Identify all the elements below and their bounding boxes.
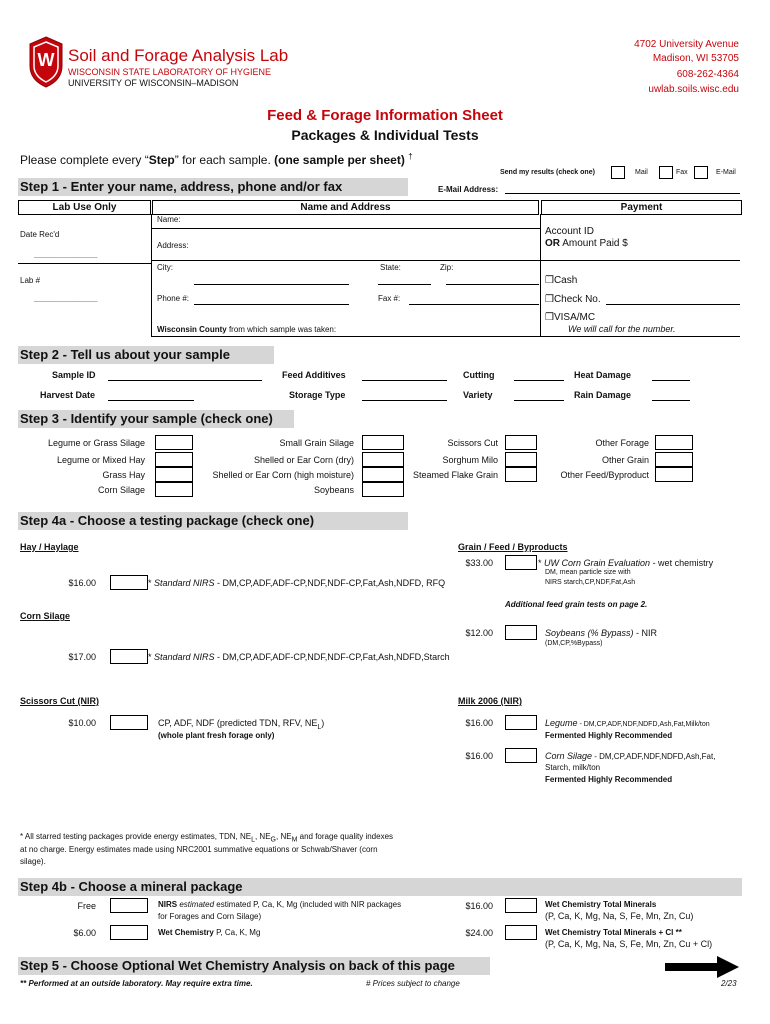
storage-type-field[interactable]: [362, 400, 447, 401]
sample-type-label: Scissors Cut: [447, 438, 498, 448]
sample-type-label: Shelled or Ear Corn (dry): [253, 455, 354, 465]
state-label: State:: [380, 263, 401, 272]
harvest-date-label: Harvest Date: [40, 390, 96, 400]
heat-damage-label: Heat Damage: [574, 370, 632, 380]
sample-type-checkbox[interactable]: [362, 467, 404, 482]
mail-checkbox[interactable]: [611, 166, 625, 179]
email-address-label: E-Mail Address:: [438, 185, 499, 194]
date-recd-label: Date Rec'd: [20, 230, 60, 239]
milk-corn-price: $16.00: [465, 751, 493, 761]
name-address-header: Name and Address: [152, 200, 539, 215]
wet-minerals-desc: Wet Chemistry P, Ca, K, Mg: [158, 928, 261, 937]
variety-field[interactable]: [514, 400, 564, 401]
county-field[interactable]: [152, 336, 540, 337]
lab-name: Soil and Forage Analysis Lab: [68, 46, 289, 65]
total-cl-desc: Wet Chemistry Total Minerals + Cl **: [545, 928, 682, 937]
hay-price: $16.00: [68, 578, 96, 588]
name-label: Name:: [157, 215, 181, 224]
arrow-right-icon: [665, 956, 741, 978]
county-label: Wisconsin County from which sample was taken:: [157, 325, 337, 334]
email-checkbox[interactable]: [694, 166, 708, 179]
heat-damage-field[interactable]: [652, 380, 690, 381]
step5-header: Step 5 - Choose Optional Wet Chemistry Analysis on back of this page: [18, 957, 490, 975]
outside-lab-note: ** Performed at an outside laboratory. May require extra time.: [20, 979, 253, 988]
milk-legume-desc: Legume - DM,CP,ADF,NDF,NDFD,Ash,Fat,Milk/ton: [545, 718, 710, 728]
phone-number: 608-262-4364: [676, 69, 739, 80]
name-field[interactable]: [152, 228, 540, 229]
page-title: Feed & Forage Information Sheet: [267, 107, 503, 124]
scissors-package-desc: CP, ADF, NDF (predicted TDN, RFV, $NE_L$): [158, 718, 325, 731]
grain-heading: Grain / Feed / Byproducts: [458, 542, 568, 552]
milk-corn-desc-2: Starch, milk/ton: [545, 763, 601, 772]
lab-use-header: Lab Use Only: [18, 200, 151, 215]
total-minerals-checkbox[interactable]: [505, 898, 537, 913]
sample-type-label: Legume or Mixed Hay: [56, 455, 145, 465]
total-minerals-list: (P, Ca, K, Mg, Na, S, Fe, Mn, Zn, Cu): [545, 911, 694, 921]
rain-damage-field[interactable]: [652, 400, 690, 401]
storage-type-label: Storage Type: [289, 390, 346, 400]
sample-type-label: Other Grain: [601, 455, 649, 465]
hay-package-checkbox[interactable]: [110, 575, 148, 590]
email-address-field[interactable]: [505, 193, 740, 194]
address-field[interactable]: [152, 260, 540, 261]
milk-legume-rec: Fermented Highly Recommended: [545, 731, 673, 740]
logo-letter: W: [37, 50, 55, 70]
lab-subtitle-2: UNIVERSITY OF WISCONSIN–MADISON: [68, 78, 239, 88]
sample-type-checkbox[interactable]: [155, 482, 193, 497]
total-minerals-desc: Wet Chemistry Total Minerals: [545, 900, 657, 909]
nirs-minerals-desc: NIRS estimated estimated P, Ca, K, Mg (included with NIR packages: [158, 900, 402, 909]
website[interactable]: uwlab.soils.wisc.edu: [648, 84, 739, 95]
energy-footnote: * All starred testing packages provide energy estimates, TDN, $NE_L$, $NE_G$, $NE_M$ and forage quality indexes: [20, 832, 394, 844]
milk-heading: Milk 2006 (NIR): [458, 696, 523, 706]
energy-footnote-2: at no charge. Energy estimates made using NRC2001 summative equations or Schwab/Shaver (corn: [20, 845, 378, 854]
phone-field[interactable]: [194, 304, 349, 305]
payment-header: Payment: [541, 200, 742, 215]
sample-type-label: Soybeans: [313, 485, 354, 495]
corn-silage-heading: Corn Silage: [20, 611, 71, 621]
sample-type-label: Other Forage: [595, 438, 649, 448]
sample-type-checkbox[interactable]: [155, 435, 193, 450]
sample-id-label: Sample ID: [52, 370, 96, 380]
sample-type-label: Corn Silage: [97, 485, 145, 495]
zip-field[interactable]: [446, 284, 539, 285]
scissors-price: $10.00: [68, 718, 96, 728]
date-recd-blank: ___________________: [34, 252, 98, 258]
send-results-label: Send my results (check one): [500, 169, 595, 176]
email-label: E-Mail: [716, 169, 736, 176]
step1-header: Step 1 - Enter your name, address, phone and/or fax: [18, 178, 408, 196]
lab-subtitle-1: WISCONSIN STATE LABORATORY OF HYGIENE: [68, 67, 272, 77]
grain-note-1: DM, mean particle size with: [545, 569, 631, 576]
lab-number-blank: ___________________: [34, 296, 98, 302]
wet-minerals-checkbox[interactable]: [110, 925, 148, 940]
milk-corn-rec: Fermented Highly Recommended: [545, 775, 673, 784]
sample-type-label: Shelled or Ear Corn (high moisture): [212, 470, 354, 480]
harvest-date-field[interactable]: [108, 400, 194, 401]
price-change-note: # Prices subject to change: [366, 979, 460, 988]
step4a-header: Step 4a - Choose a testing package (check one): [18, 512, 408, 530]
sample-type-checkbox[interactable]: [155, 452, 193, 467]
cutting-field[interactable]: [514, 380, 564, 381]
milk-legume-price: $16.00: [465, 718, 493, 728]
account-id-label: Account ID: [545, 226, 594, 237]
sample-id-field[interactable]: [108, 380, 262, 381]
milk-corn-desc: Corn Silage - DM,CP,ADF,NDF,NDFD,Ash,Fat,: [545, 751, 716, 761]
city-field[interactable]: [194, 284, 349, 285]
fax-number-label: Fax #:: [378, 294, 401, 303]
sample-type-checkbox[interactable]: [505, 467, 537, 482]
step3-header: Step 3 - Identify your sample (check one): [18, 410, 294, 428]
sample-type-label: Grass Hay: [102, 470, 145, 480]
visa-option[interactable]: ❒VISA/MC: [545, 312, 596, 323]
total-minerals-price: $16.00: [465, 901, 493, 911]
soybean-note: (DM,CP,%Bypass): [545, 640, 603, 647]
hay-haylage-heading: Hay / Haylage: [20, 542, 79, 552]
additional-tests-note: Additional feed grain tests on page 2.: [505, 600, 648, 609]
total-cl-checkbox[interactable]: [505, 925, 537, 940]
sample-type-checkbox[interactable]: [155, 467, 193, 482]
sample-type-checkbox[interactable]: [655, 452, 693, 467]
step2-header: Step 2 - Tell us about your sample: [18, 346, 274, 364]
corn-package-desc: * Standard NIRS - DM,CP,ADF,ADF-CP,NDF,NDF-CP,Fat,Ash,NDFD,Starch: [148, 652, 450, 662]
nirs-minerals-checkbox[interactable]: [110, 898, 148, 913]
sample-type-checkbox[interactable]: [362, 482, 404, 497]
sample-type-label: Small Grain Silage: [279, 438, 354, 448]
lab-number-label: Lab #: [20, 276, 41, 285]
mail-label: Mail: [635, 169, 648, 176]
feed-additives-field[interactable]: [362, 380, 447, 381]
variety-label: Variety: [463, 390, 493, 400]
grain-note-2: NIRS starch,CP,NDF,Fat,Ash: [545, 579, 636, 586]
cash-option[interactable]: ❒Cash: [545, 275, 578, 286]
instruction-text: Please complete every “Step” for each sample. (one sample per sheet) †: [20, 152, 413, 167]
corn-price: $17.00: [68, 652, 96, 662]
sample-type-checkbox[interactable]: [362, 452, 404, 467]
milk-legume-checkbox[interactable]: [505, 715, 537, 730]
check-number-field[interactable]: [606, 304, 740, 305]
amount-paid-label: OR Amount Paid $: [545, 238, 628, 249]
revision-date: 2/23: [721, 979, 737, 988]
sample-type-label: Steamed Flake Grain: [412, 470, 498, 480]
soybean-package-checkbox[interactable]: [505, 625, 537, 640]
soybean-price: $12.00: [465, 628, 493, 638]
total-cl-price: $24.00: [465, 928, 493, 938]
sample-type-label: Other Feed/Byproduct: [560, 470, 649, 480]
nirs-minerals-price: Free: [77, 901, 96, 911]
call-note: We will call for the number.: [568, 324, 676, 334]
sample-type-checkbox[interactable]: [505, 435, 537, 450]
grain-package-desc: * UW Corn Grain Evaluation - wet chemistry: [538, 558, 714, 568]
address-line-2: Madison, WI 53705: [652, 53, 739, 64]
wet-minerals-price: $6.00: [73, 928, 96, 938]
address-line-1: 4702 University Avenue: [634, 39, 739, 50]
scissors-package-checkbox[interactable]: [110, 715, 148, 730]
feed-additives-label: Feed Additives: [282, 370, 346, 380]
soybean-package-desc: Soybeans (% Bypass) - NIR: [545, 628, 658, 638]
grain-price: $33.00: [465, 558, 493, 568]
sample-type-checkbox[interactable]: [655, 467, 693, 482]
lab-logo: [28, 36, 64, 88]
state-field[interactable]: [378, 284, 431, 285]
sample-type-checkbox[interactable]: [505, 452, 537, 467]
fax-number-field[interactable]: [409, 304, 539, 305]
address-label: Address:: [157, 241, 189, 250]
zip-label: Zip:: [440, 263, 454, 272]
sample-type-checkbox[interactable]: [655, 435, 693, 450]
fax-label: Fax: [676, 169, 688, 176]
nirs-minerals-desc-2: for Forages and Corn Silage): [158, 912, 262, 921]
hay-package-desc: * Standard NIRS - DM,CP,ADF,ADF-CP,NDF,NDF-CP,Fat,Ash,NDFD, RFQ: [148, 578, 446, 588]
phone-label: Phone #:: [157, 294, 190, 303]
milk-corn-checkbox[interactable]: [505, 748, 537, 763]
fax-checkbox[interactable]: [659, 166, 673, 179]
total-cl-list: (P, Ca, K, Mg, Na, S, Fe, Mn, Zn, Cu + Cl): [545, 939, 713, 949]
city-label: City:: [157, 263, 173, 272]
rain-damage-label: Rain Damage: [574, 390, 632, 400]
scissors-heading: Scissors Cut (NIR): [20, 696, 100, 706]
corn-package-checkbox[interactable]: [110, 649, 148, 664]
sample-type-label: Sorghum Milo: [442, 455, 498, 465]
sample-type-checkbox[interactable]: [362, 435, 404, 450]
energy-footnote-3: silage).: [20, 857, 46, 866]
scissors-package-note: (whole plant fresh forage only): [158, 731, 275, 740]
cutting-label: Cutting: [463, 370, 495, 380]
check-option[interactable]: ❒Check No.: [545, 294, 601, 305]
grain-package-checkbox[interactable]: [505, 555, 537, 570]
step4b-header: Step 4b - Choose a mineral package: [18, 878, 742, 896]
page-subtitle: Packages & Individual Tests: [291, 127, 479, 143]
sample-type-label: Legume or Grass Silage: [47, 438, 145, 448]
